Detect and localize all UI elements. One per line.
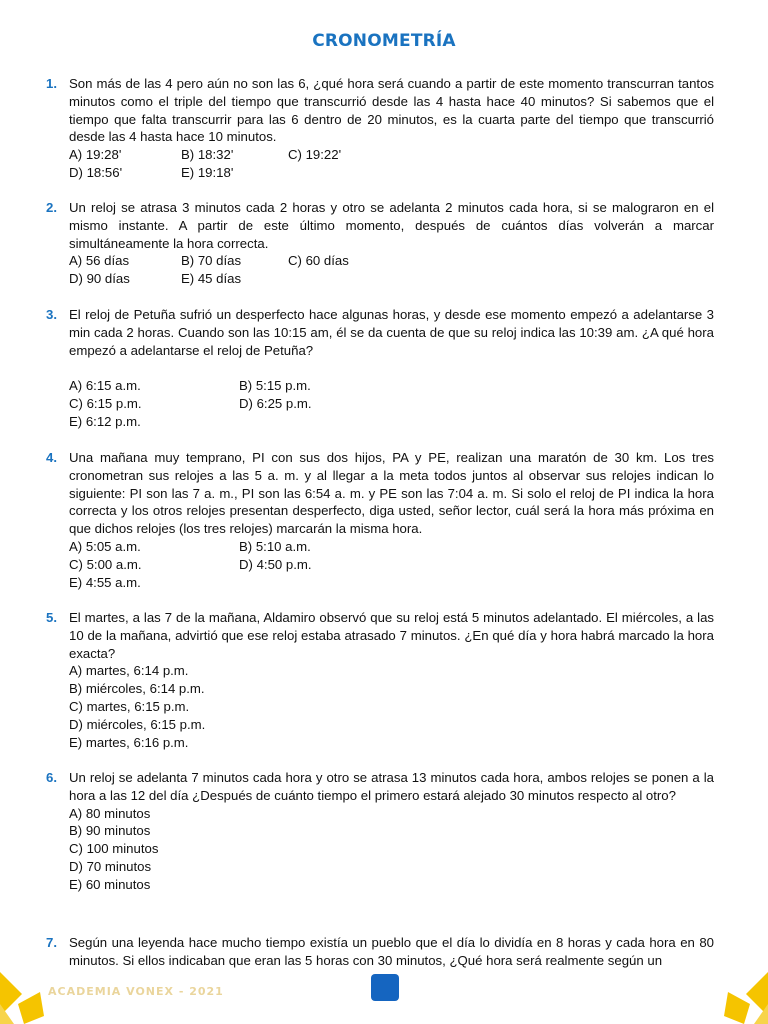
options (69, 377, 714, 430)
question-stem: El reloj de Petuña sufrió un desperfecto hace algunas horas, y desde ese momento empezó a adelantarse 3 min cada 2 horas. Cuando son las 10:15 am, él se da cuenta de que su reloj indica las 10:39 am. ¿A qué hora empezó a adelantarse el reloj de Petuña? (69, 307, 714, 358)
question-stem: Son más de las 4 pero aún no son las 6, ¿qué hora será cuando a partir de este momento transcurran tantos minutos como el triple del tiempo que transcurrió desde las 4 hasta hace 40 minutos? Si sabemos que el tiempo que falta transcurrir para las 6 dentro de 20 minutos, es la cuarta parte del tiempo que transcurrió desde las 4 hasta hace 10 minutos. (69, 76, 714, 145)
question-1 (46, 75, 714, 182)
options (69, 146, 714, 182)
question-number: 7. (46, 935, 57, 950)
question-stem: Una mañana muy temprano, PI con sus dos hijos, PA y PE, realizan una maratón de 30 km. Los tres cronometran sus relojes a las 5 a. m. y al llegar a la meta todos juntos al observar sus relojes indican lo siguiente: PI son las 7 a. m., PI son las 6:54 a. m. y PE son las 7:04 a. m. Si solo el reloj de PI indica la hora correcta y los otros relojes presentan desperfecto, diga usted, señor lector, cuál será la hora más próxima en que dichos relojes (los tres relojes) marcarán la misma hora. (69, 450, 714, 537)
corner-decoration-right-icon (708, 964, 768, 1024)
option-d: D) 18:56' (69, 164, 123, 180)
option-d: D) 4:50 p.m. (239, 556, 312, 572)
option-e: E) 19:18' (181, 164, 234, 180)
option-a: A) 80 minutos (69, 805, 151, 821)
option-c: C) martes, 6:15 p.m. (69, 698, 190, 714)
page-title: CRONOMETRÍA (312, 31, 456, 51)
option-c: C) 100 minutos (69, 841, 159, 857)
option-a: A) 56 días (69, 253, 130, 269)
option-a: A) 19:28' (69, 147, 122, 163)
question-stem: Un reloj se adelanta 7 minutos cada hora y otro se atrasa 13 minutos cada hora, ambos relojes se ponen a la hora a las 12 del día ¿Después de cuánto tiempo el primero estará alejado 30 minutos respecto al otro? (69, 770, 714, 803)
option-b: B) 5:15 p.m. (239, 378, 311, 394)
option-d: D) 6:25 p.m. (239, 396, 312, 412)
page-footer (0, 964, 768, 1024)
question-3 (46, 306, 714, 431)
question-number: 5. (46, 610, 57, 625)
question-6 (46, 769, 714, 894)
options (69, 538, 714, 591)
options (69, 252, 714, 288)
option-d: D) miércoles, 6:15 p.m. (69, 716, 206, 732)
options (69, 805, 714, 894)
question-stem: Según una leyenda hace mucho tiempo existía un pueblo que el día lo dividía en 8 horas y cada hora en 80 minutos. Si ellos indicaban que eran las 5 horas con 30 minutos, ¿Qué hora será realmente según un (69, 935, 714, 968)
academy-brand: ACADEMIA VONEX - 2021 (48, 985, 224, 998)
option-c: C) 60 días (288, 253, 349, 269)
question-number: 6. (46, 770, 57, 785)
question-number: 3. (46, 307, 57, 322)
option-b: B) miércoles, 6:14 p.m. (69, 681, 205, 697)
option-d: D) 90 días (69, 271, 130, 287)
question-number: 1. (46, 76, 57, 91)
option-e: E) 6:12 p.m. (69, 413, 141, 429)
question-5 (46, 609, 714, 751)
question-number: 2. (46, 200, 57, 215)
option-a: A) 5:05 a.m. (69, 538, 141, 554)
option-a: A) 6:15 a.m. (69, 378, 141, 394)
question-4 (46, 449, 714, 591)
option-e: E) 4:55 a.m. (69, 574, 141, 590)
options (69, 662, 714, 751)
option-b: B) 90 minutos (69, 823, 151, 839)
option-e: E) martes, 6:16 p.m. (69, 734, 189, 750)
option-c: C) 19:22' (288, 147, 342, 163)
question-2 (46, 199, 714, 288)
option-c: C) 5:00 a.m. (69, 556, 142, 572)
question-stem: El martes, a las 7 de la mañana, Aldamiro observó que su reloj está 5 minutos adelantado. El miércoles, a las 10 de la mañana, advirtió que ese reloj estaba atrasado 7 minutos. ¿En qué día y hora habrá marcado la hora exacta? (69, 610, 714, 661)
question-number: 4. (46, 450, 57, 465)
option-b: B) 70 días (181, 253, 242, 269)
option-a: A) martes, 6:14 p.m. (69, 663, 189, 679)
option-e: E) 45 días (181, 271, 242, 287)
page-number-box (371, 974, 399, 1001)
option-d: D) 70 minutos (69, 858, 152, 874)
option-e: E) 60 minutos (69, 876, 151, 892)
option-c: C) 6:15 p.m. (69, 396, 142, 412)
option-b: B) 5:10 a.m. (239, 538, 311, 554)
question-stem: Un reloj se atrasa 3 minutos cada 2 horas y otro se adelanta 2 minutos cada hora, si se malograron en el mismo instante. A partir de este último momento, después de cuántos días volverán a marcar simultáneamente la hora correcta. (69, 200, 714, 251)
option-b: B) 18:32' (181, 147, 234, 163)
